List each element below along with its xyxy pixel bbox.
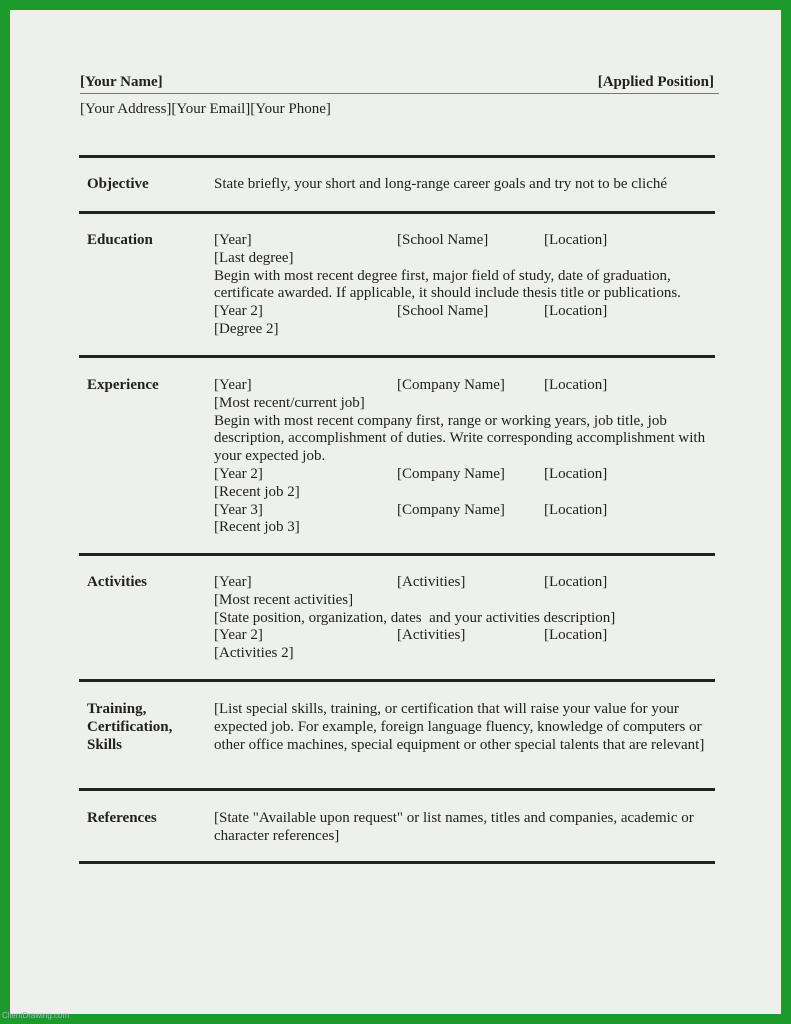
applied-position: [Applied Position]: [597, 74, 714, 90]
section-body: [214, 574, 709, 663]
section-title: References: [87, 810, 157, 826]
watermark: ClientDrawing.com: [2, 1011, 70, 1020]
entry-row: [Recent job 2]: [214, 483, 300, 500]
section-divider: [79, 355, 715, 358]
entry-row: [Most recent/current job]: [214, 394, 365, 411]
entry-row: [Year 3] [Company Name] [Location]: [214, 501, 608, 518]
entry-description: Begin with most recent company first, range or working years, job title, job description, accomplishment of duties. Write corresponding accomplishment with your expected job.: [214, 412, 706, 465]
objective-text: State briefly, your short and long-range career goals and try not to be cliché: [214, 176, 668, 192]
section-title: Objective: [87, 176, 149, 192]
section-title: Activities: [87, 574, 147, 590]
entry-row: [State position, organization, dates and your activities description]: [214, 609, 616, 626]
section-divider: [79, 553, 715, 556]
contact-line: [Your Address][Your Email][Your Phone]: [80, 101, 331, 117]
entry-row: [Year 2] [Activities] [Location]: [214, 627, 608, 644]
training-text: [List special skills, training, or certification that will raise your value for your expected job. For example, foreign language fluency, knowledge of computers or other office machines, special equipment or other special talents that are relevant]: [214, 701, 705, 753]
section-title: Training, Certification, Skills: [87, 701, 173, 753]
resume-page: [10, 10, 781, 1014]
entry-description: Begin with most recent degree first, major field of study, date of graduation, certificate awarded. If applicable, it should include thesis title or publications.: [214, 267, 681, 302]
entry-row: [Activities 2]: [214, 645, 294, 662]
section-divider: [79, 788, 715, 791]
section-body: [214, 232, 709, 339]
section-divider: [79, 861, 715, 864]
section-title: Experience: [87, 377, 159, 393]
section-body: [214, 377, 709, 537]
section-divider: [79, 211, 715, 214]
section-title: Education: [87, 232, 153, 248]
your-name: [Your Name]: [80, 74, 163, 90]
references-text: [State "Available upon request" or list names, titles and companies, academic or character references]: [214, 810, 694, 844]
section-divider: [79, 155, 715, 158]
section-body: [214, 176, 709, 194]
entry-row: [Degree 2]: [214, 320, 279, 337]
entry-row: [Last degree]: [214, 249, 294, 266]
header-divider: [80, 93, 719, 94]
section-divider: [79, 679, 715, 682]
entry-row: [Most recent activities]: [214, 591, 354, 608]
entry-row: [Year] [Activities] [Location]: [214, 574, 608, 590]
entry-row: [Year 2] [School Name] [Location]: [214, 303, 608, 320]
entry-row: [Year] [School Name] [Location]: [214, 232, 608, 248]
entry-row: [Year 2] [Company Name] [Location]: [214, 465, 608, 482]
entry-row: [Year] [Company Name] [Location]: [214, 377, 608, 393]
entry-row: [Recent job 3]: [214, 519, 300, 536]
